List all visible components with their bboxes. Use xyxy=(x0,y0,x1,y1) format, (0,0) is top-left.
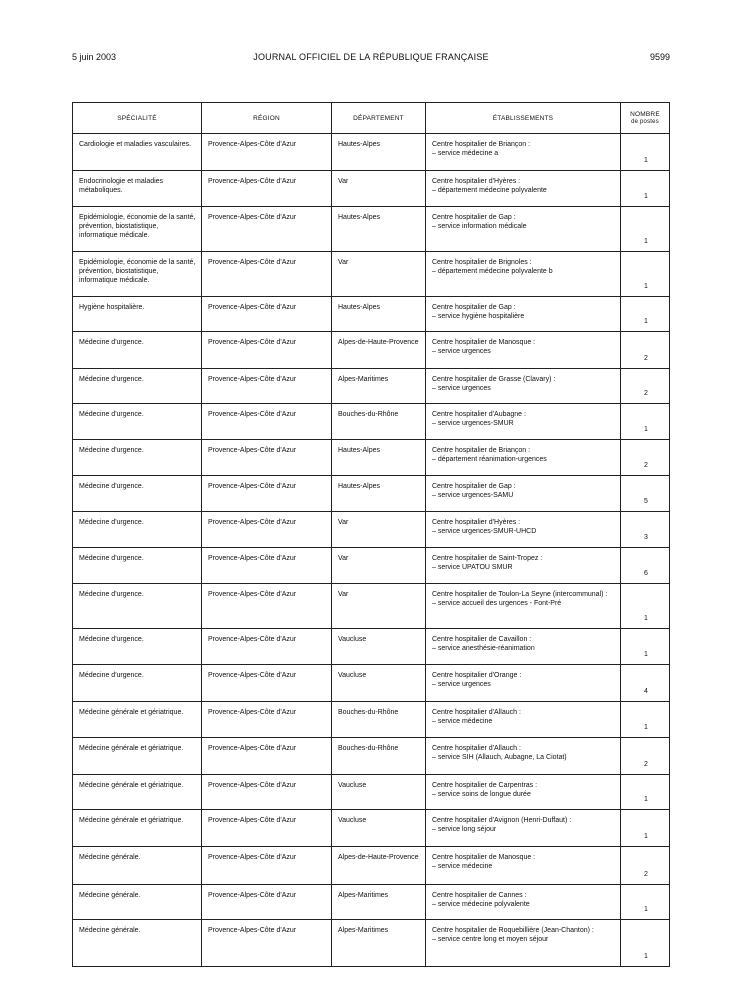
cell-region-text: Provence-Alpes-Côte d'Azur xyxy=(208,591,297,598)
cell-nombre xyxy=(621,512,670,548)
cell-region-text: Provence-Alpes-Côte d'Azur xyxy=(208,304,297,311)
cell-region-text: Provence-Alpes-Côte d'Azur xyxy=(208,817,297,824)
cell-specialite xyxy=(73,665,202,702)
cell-nombre-text: 1 xyxy=(644,283,648,290)
cell-etablissements xyxy=(426,207,621,252)
cell-nombre-text: 1 xyxy=(644,157,648,164)
cell-nombre xyxy=(621,404,670,440)
etablissement-name: Centre hospitalier de Gap : xyxy=(432,483,516,490)
cell-departement-text: Hautes-Alpes xyxy=(338,483,381,490)
etablissement-service: – service médecine xyxy=(432,718,493,725)
cell-region-text: Provence-Alpes-Côte d'Azur xyxy=(208,854,297,861)
cell-etablissements xyxy=(426,548,621,584)
cell-etablissements xyxy=(426,584,621,629)
cell-region xyxy=(202,207,332,252)
cell-region-text: Provence-Alpes-Côte d'Azur xyxy=(208,339,297,346)
cell-etablissements xyxy=(426,920,621,967)
cell-departement xyxy=(332,404,426,440)
cell-specialite-text: Médecine d'urgence. xyxy=(79,519,144,526)
cell-region-text: Provence-Alpes-Côte d'Azur xyxy=(208,259,297,266)
col-header-nombre xyxy=(621,103,670,134)
cell-region xyxy=(202,369,332,404)
cell-region-text: Provence-Alpes-Côte d'Azur xyxy=(208,672,297,679)
cell-region-text: Provence-Alpes-Côte d'Azur xyxy=(208,411,297,418)
cell-specialite-text: Médecine générale et gériatrique. xyxy=(79,745,184,752)
etablissement-service: – service accueil des urgences - Font-Pré xyxy=(432,600,562,607)
etablissement-name: Centre hospitalier de Grasse (Clavary) : xyxy=(432,376,556,383)
etablissement-name: Centre hospitalier d'Orange : xyxy=(432,672,522,679)
cell-departement xyxy=(332,920,426,967)
cell-region xyxy=(202,134,332,171)
cell-nombre-text: 4 xyxy=(644,688,648,695)
table-row xyxy=(73,207,670,252)
etablissement-name: Centre hospitalier d'Avignon (Henri-Duffaut) : xyxy=(432,817,572,824)
cell-specialite-text: Médecine d'urgence. xyxy=(79,636,144,643)
etablissement-name: Centre hospitalier de Gap : xyxy=(432,304,516,311)
cell-region xyxy=(202,404,332,440)
etablissement-service: – service soins de longue durée xyxy=(432,791,531,798)
etablissement-service: – service urgences xyxy=(432,348,491,355)
etablissement-service: – service urgences xyxy=(432,681,491,688)
table-row xyxy=(73,665,670,702)
etablissement-name: Centre hospitalier de Cannes : xyxy=(432,892,527,899)
cell-nombre xyxy=(621,885,670,920)
cell-region xyxy=(202,885,332,920)
cell-departement xyxy=(332,512,426,548)
cell-region-text: Provence-Alpes-Côte d'Azur xyxy=(208,555,297,562)
cell-departement-text: Var xyxy=(338,519,349,526)
cell-region-text: Provence-Alpes-Côte d'Azur xyxy=(208,927,297,934)
table-row xyxy=(73,297,670,332)
cell-departement-text: Var xyxy=(338,178,349,185)
cell-nombre xyxy=(621,810,670,847)
cell-specialite-text: Médecine générale et gériatrique. xyxy=(79,782,184,789)
cell-specialite xyxy=(73,369,202,404)
col-header-region: RÉGION xyxy=(202,103,332,134)
cell-etablissements xyxy=(426,847,621,885)
etablissement-name: Centre hospitalier d'Aubagne : xyxy=(432,411,526,418)
cell-nombre xyxy=(621,702,670,738)
cell-specialite xyxy=(73,512,202,548)
cell-nombre xyxy=(621,665,670,702)
cell-etablissements xyxy=(426,171,621,207)
cell-specialite xyxy=(73,252,202,297)
cell-etablissements xyxy=(426,512,621,548)
cell-specialite xyxy=(73,847,202,885)
cell-specialite-text: Médecine d'urgence. xyxy=(79,447,144,454)
cell-region xyxy=(202,738,332,775)
table-header-row xyxy=(73,103,670,134)
cell-etablissements xyxy=(426,440,621,476)
etablissement-service: – service long séjour xyxy=(432,826,497,833)
etablissement-service: – service médecine a xyxy=(432,150,499,157)
etablissement-service: – département médecine polyvalente xyxy=(432,187,547,194)
cell-nombre xyxy=(621,476,670,512)
cell-region xyxy=(202,920,332,967)
cell-etablissements xyxy=(426,369,621,404)
table-row xyxy=(73,775,670,810)
etablissement-service: – service UPATOU SMUR xyxy=(432,564,513,571)
cell-specialite xyxy=(73,738,202,775)
cell-nombre-text: 1 xyxy=(644,238,648,245)
cell-departement-text: Alpes-Maritimes xyxy=(338,927,389,934)
cell-specialite xyxy=(73,207,202,252)
etablissement-service: – département médecine polyvalente b xyxy=(432,268,553,275)
cell-departement-text: Alpes-Maritimes xyxy=(338,892,389,899)
etablissement-name: Centre hospitalier de Carpentras : xyxy=(432,782,538,789)
cell-departement-text: Vaucluse xyxy=(338,782,367,789)
cell-departement xyxy=(332,252,426,297)
cell-region xyxy=(202,775,332,810)
cell-nombre xyxy=(621,207,670,252)
cell-departement xyxy=(332,847,426,885)
cell-region xyxy=(202,629,332,665)
cell-nombre xyxy=(621,134,670,171)
cell-specialite xyxy=(73,476,202,512)
cell-departement xyxy=(332,665,426,702)
cell-etablissements xyxy=(426,885,621,920)
etablissement-name: Centre hospitalier de Briançon : xyxy=(432,447,531,454)
etablissement-service: – service urgences-SMUR-UHCD xyxy=(432,528,537,535)
cell-region-text: Provence-Alpes-Côte d'Azur xyxy=(208,636,297,643)
cell-departement xyxy=(332,207,426,252)
cell-specialite xyxy=(73,810,202,847)
table-row xyxy=(73,885,670,920)
cell-nombre-text: 1 xyxy=(644,318,648,325)
cell-etablissements xyxy=(426,629,621,665)
cell-departement-text: Hautes-Alpes xyxy=(338,304,381,311)
cell-nombre-text: 6 xyxy=(644,570,648,577)
cell-specialite xyxy=(73,702,202,738)
cell-specialite xyxy=(73,404,202,440)
cell-specialite xyxy=(73,885,202,920)
cell-specialite xyxy=(73,440,202,476)
etablissement-name: Centre hospitalier d'Hyères : xyxy=(432,178,521,185)
cell-departement-text: Bouches-du-Rhône xyxy=(338,411,399,418)
cell-nombre-text: 1 xyxy=(644,906,648,913)
etablissement-name: Centre hospitalier de Saint-Tropez : xyxy=(432,555,543,562)
journal-title: JOURNAL OFFICIEL DE LA RÉPUBLIQUE FRANÇAISE xyxy=(253,52,489,62)
cell-specialite xyxy=(73,584,202,629)
cell-nombre-text: 5 xyxy=(644,498,648,505)
cell-nombre-text: 1 xyxy=(644,193,648,200)
etablissement-name: Centre hospitalier d'Allauch : xyxy=(432,745,521,752)
cell-departement xyxy=(332,332,426,369)
cell-specialite xyxy=(73,548,202,584)
cell-region-text: Provence-Alpes-Côte d'Azur xyxy=(208,745,297,752)
table-row xyxy=(73,252,670,297)
table-row xyxy=(73,920,670,967)
etablissement-service: – service urgences-SAMU xyxy=(432,492,514,499)
cell-specialite-text: Médecine d'urgence. xyxy=(79,339,144,346)
cell-region xyxy=(202,440,332,476)
cell-region xyxy=(202,584,332,629)
cell-departement-text: Bouches-du-Rhône xyxy=(338,745,399,752)
page-header xyxy=(72,52,670,66)
cell-region-text: Provence-Alpes-Côte d'Azur xyxy=(208,782,297,789)
cell-region xyxy=(202,665,332,702)
cell-specialite-text: Médecine générale. xyxy=(79,854,141,861)
cell-specialite-text: Médecine d'urgence. xyxy=(79,672,144,679)
page-number: 9599 xyxy=(649,52,670,62)
cell-specialite-text: Hygiène hospitalière. xyxy=(79,304,145,311)
table-row xyxy=(73,404,670,440)
table-row xyxy=(73,134,670,171)
cell-region-text: Provence-Alpes-Côte d'Azur xyxy=(208,892,297,899)
cell-etablissements xyxy=(426,332,621,369)
etablissement-name: Centre hospitalier de Manosque : xyxy=(432,339,536,346)
cell-region-text: Provence-Alpes-Côte d'Azur xyxy=(208,141,297,148)
cell-nombre xyxy=(621,440,670,476)
cell-departement-text: Alpes-de-Haute-Provence xyxy=(338,339,419,346)
table-row xyxy=(73,702,670,738)
etablissement-service: – service médecine xyxy=(432,863,493,870)
cell-etablissements xyxy=(426,702,621,738)
etablissement-service: – service anesthésie-réanimation xyxy=(432,645,535,652)
cell-etablissements xyxy=(426,134,621,171)
etablissement-service: – service SIH (Allauch, Aubagne, La Ciotat) xyxy=(432,754,567,761)
cell-etablissements xyxy=(426,297,621,332)
cell-nombre-text: 3 xyxy=(644,534,648,541)
cell-region-text: Provence-Alpes-Côte d'Azur xyxy=(208,376,297,383)
cell-nombre xyxy=(621,629,670,665)
cell-nombre-text: 1 xyxy=(644,724,648,731)
cell-departement-text: Var xyxy=(338,591,349,598)
cell-departement xyxy=(332,369,426,404)
cell-departement-text: Vaucluse xyxy=(338,672,367,679)
col-header-etablissements: ÉTABLISSEMENTS xyxy=(426,103,621,134)
table-row xyxy=(73,629,670,665)
cell-specialite-text: Médecine générale et gériatrique. xyxy=(79,709,184,716)
cell-departement xyxy=(332,440,426,476)
table-row xyxy=(73,847,670,885)
cell-departement xyxy=(332,297,426,332)
etablissement-service: – service urgences xyxy=(432,385,491,392)
etablissement-name: Centre hospitalier de Gap : xyxy=(432,214,516,221)
cell-departement-text: Hautes-Alpes xyxy=(338,214,381,221)
cell-nombre xyxy=(621,171,670,207)
cell-nombre xyxy=(621,369,670,404)
cell-etablissements xyxy=(426,810,621,847)
cell-specialite xyxy=(73,920,202,967)
etablissement-name: Centre hospitalier de Toulon-La Seyne (intercommunal) : xyxy=(432,591,608,598)
cell-departement-text: Vaucluse xyxy=(338,636,367,643)
cell-departement-text: Bouches-du-Rhône xyxy=(338,709,399,716)
cell-departement xyxy=(332,775,426,810)
etablissement-name: Centre hospitalier de Cavaillon : xyxy=(432,636,532,643)
cell-region xyxy=(202,252,332,297)
cell-nombre xyxy=(621,548,670,584)
cell-departement xyxy=(332,629,426,665)
etablissement-name: Centre hospitalier de Roquebillière (Jean-Chanton) : xyxy=(432,927,594,934)
cell-region-text: Provence-Alpes-Côte d'Azur xyxy=(208,178,297,185)
cell-region xyxy=(202,548,332,584)
cell-departement xyxy=(332,810,426,847)
cell-nombre-text: 1 xyxy=(644,426,648,433)
cell-departement xyxy=(332,738,426,775)
cell-departement-text: Hautes-Alpes xyxy=(338,141,381,148)
cell-specialite xyxy=(73,629,202,665)
cell-departement-text: Vaucluse xyxy=(338,817,367,824)
cell-departement xyxy=(332,584,426,629)
cell-departement xyxy=(332,476,426,512)
cell-region-text: Provence-Alpes-Côte d'Azur xyxy=(208,519,297,526)
cell-region-text: Provence-Alpes-Côte d'Azur xyxy=(208,214,297,221)
cell-nombre xyxy=(621,252,670,297)
posts-table xyxy=(72,102,670,967)
cell-region-text: Provence-Alpes-Côte d'Azur xyxy=(208,483,297,490)
col-header-nombre-label: NOMBRE xyxy=(630,111,660,118)
cell-nombre xyxy=(621,920,670,967)
table-row xyxy=(73,332,670,369)
cell-etablissements xyxy=(426,404,621,440)
table-row xyxy=(73,440,670,476)
etablissement-service: – service hygiène hospitalière xyxy=(432,313,525,320)
cell-specialite-text: Médecine d'urgence. xyxy=(79,591,144,598)
table-row xyxy=(73,171,670,207)
cell-nombre-text: 1 xyxy=(644,651,648,658)
cell-nombre-text: 2 xyxy=(644,355,648,362)
cell-region xyxy=(202,512,332,548)
etablissement-name: Centre hospitalier de Briançon : xyxy=(432,141,531,148)
cell-specialite-text: Endocrinologie et maladies métaboliques. xyxy=(79,178,164,194)
cell-etablissements xyxy=(426,476,621,512)
cell-nombre-text: 2 xyxy=(644,871,648,878)
cell-etablissements xyxy=(426,252,621,297)
col-header-nombre-sub: de postes xyxy=(631,119,659,125)
cell-departement-text: Alpes-de-Haute-Provence xyxy=(338,854,419,861)
cell-specialite-text: Médecine d'urgence. xyxy=(79,411,144,418)
cell-etablissements xyxy=(426,738,621,775)
cell-departement-text: Var xyxy=(338,555,349,562)
cell-region xyxy=(202,847,332,885)
cell-region xyxy=(202,810,332,847)
cell-departement xyxy=(332,171,426,207)
cell-departement xyxy=(332,885,426,920)
cell-nombre xyxy=(621,738,670,775)
page-date: 5 juin 2003 xyxy=(72,52,117,62)
cell-departement-text: Var xyxy=(338,259,349,266)
cell-nombre-text: 1 xyxy=(644,615,648,622)
etablissement-service: – service urgences-SMUR xyxy=(432,420,514,427)
etablissement-service: – service médecine polyvalente xyxy=(432,901,530,908)
table-row xyxy=(73,584,670,629)
cell-specialite-text: Epidémiologie, économie de la santé, prévention, biostatistique, informatique médicale. xyxy=(79,259,196,284)
cell-nombre-text: 2 xyxy=(644,462,648,469)
cell-nombre-text: 2 xyxy=(644,761,648,768)
etablissement-service: – service information médicale xyxy=(432,223,527,230)
col-header-specialite: SPÉCIALITÉ xyxy=(73,103,202,134)
cell-nombre xyxy=(621,297,670,332)
table-row xyxy=(73,738,670,775)
table-row xyxy=(73,476,670,512)
cell-specialite-text: Médecine d'urgence. xyxy=(79,555,144,562)
etablissement-service: – département réanimation-urgences xyxy=(432,456,547,463)
cell-specialite-text: Cardiologie et maladies vasculaires. xyxy=(79,141,192,148)
cell-nombre-text: 1 xyxy=(644,833,648,840)
cell-specialite-text: Médecine générale. xyxy=(79,892,141,899)
col-header-departement: DÉPARTEMENT xyxy=(332,103,426,134)
etablissement-name: Centre hospitalier d'Allauch : xyxy=(432,709,521,716)
cell-nombre-text: 2 xyxy=(644,390,648,397)
cell-region xyxy=(202,297,332,332)
etablissement-name: Centre hospitalier d'Hyères : xyxy=(432,519,521,526)
cell-specialite xyxy=(73,171,202,207)
cell-specialite-text: Médecine générale et gériatrique. xyxy=(79,817,184,824)
cell-nombre xyxy=(621,847,670,885)
cell-departement-text: Alpes-Maritimes xyxy=(338,376,389,383)
cell-departement xyxy=(332,548,426,584)
cell-region xyxy=(202,171,332,207)
etablissement-name: Centre hospitalier de Brignoles : xyxy=(432,259,532,266)
etablissement-name: Centre hospitalier de Manosque : xyxy=(432,854,536,861)
table-row xyxy=(73,369,670,404)
cell-departement-text: Hautes-Alpes xyxy=(338,447,381,454)
table-row xyxy=(73,810,670,847)
cell-region xyxy=(202,476,332,512)
cell-nombre xyxy=(621,332,670,369)
cell-etablissements xyxy=(426,775,621,810)
cell-nombre xyxy=(621,775,670,810)
cell-specialite xyxy=(73,775,202,810)
cell-specialite-text: Médecine générale. xyxy=(79,927,141,934)
cell-specialite xyxy=(73,332,202,369)
table-row xyxy=(73,512,670,548)
cell-specialite-text: Médecine d'urgence. xyxy=(79,376,144,383)
cell-specialite-text: Epidémiologie, économie de la santé, prévention, biostatistique, informatique médicale. xyxy=(79,214,196,239)
cell-specialite xyxy=(73,297,202,332)
cell-specialite xyxy=(73,134,202,171)
cell-nombre xyxy=(621,584,670,629)
table-row xyxy=(73,548,670,584)
cell-etablissements xyxy=(426,665,621,702)
etablissement-service: – service centre long et moyen séjour xyxy=(432,936,549,943)
cell-specialite-text: Médecine d'urgence. xyxy=(79,483,144,490)
cell-nombre-text: 1 xyxy=(644,953,648,960)
cell-departement xyxy=(332,702,426,738)
cell-region xyxy=(202,332,332,369)
cell-region-text: Provence-Alpes-Côte d'Azur xyxy=(208,447,297,454)
cell-region xyxy=(202,702,332,738)
cell-nombre-text: 1 xyxy=(644,796,648,803)
cell-region-text: Provence-Alpes-Côte d'Azur xyxy=(208,709,297,716)
cell-departement xyxy=(332,134,426,171)
